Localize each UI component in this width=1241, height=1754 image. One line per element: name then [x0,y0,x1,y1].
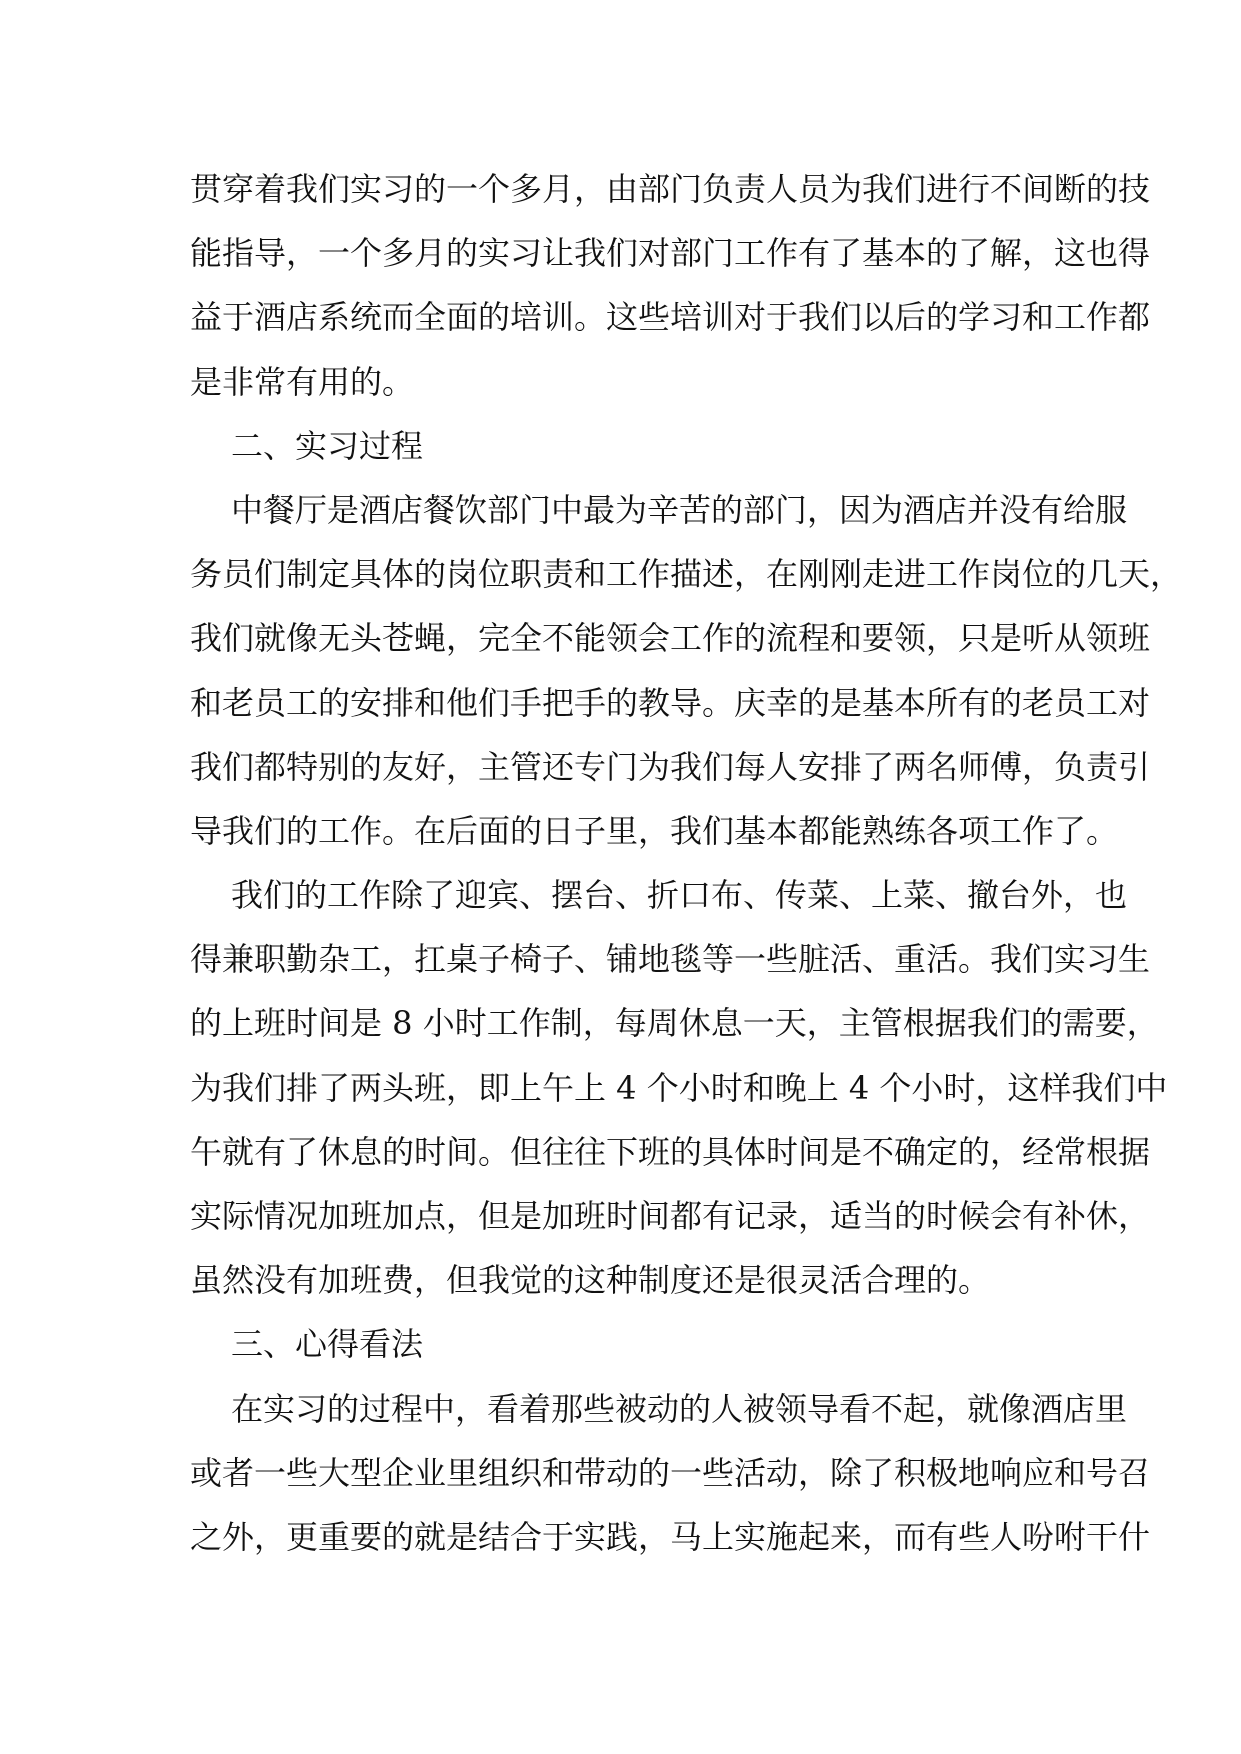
section-heading: 二、实习过程 [231,426,424,465]
text-line: 得兼职勤杂工，扛桌子椅子、铺地毯等一些脏活、重活。我们实习生 [190,940,1151,979]
text-line: 务员们制定具体的岗位职责和工作描述，在刚刚走进工作岗位的几天， [190,555,1183,594]
text-line: 贯穿着我们实习的一个多月，由部门负责人员为我们进行不间断的技 [190,170,1151,208]
text-line: 是非常有用的。 [190,362,415,401]
text-line: 或者一些大型企业里组织和带动的一些活动，除了积极地响应和号召 [190,1453,1151,1492]
text-line: 我们就像无头苍蝇，完全不能领会工作的流程和要领，只是听从领班 [190,619,1151,658]
section-heading: 三、心得看法 [231,1325,424,1364]
text-line: 我们的工作除了迎宾、摆台、折口布、传菜、上菜、撤台外，也 [231,876,1128,915]
text-line: 虽然没有加班费，但我觉的这种制度还是很灵活合理的。 [190,1261,991,1300]
text-line: 之外，更重要的就是结合于实践，马上实施起来，而有些人吩咐干什 [190,1517,1151,1556]
text-line: 和老员工的安排和他们手把手的教导。庆幸的是基本所有的老员工对 [190,683,1151,722]
text-line: 为我们排了两头班，即上午上 4 个小时和晚上 4 个小时，这样我们中 [190,1068,1168,1107]
text-line: 我们都特别的友好，主管还专门为我们每人安排了两名师傅，负责引 [190,747,1151,786]
text-line: 的上班时间是 8 小时工作制，每周休息一天，主管根据我们的需要， [190,1004,1159,1043]
text-line: 能指导，一个多月的实习让我们对部门工作有了基本的了解，这也得 [190,234,1151,273]
text-line: 益于酒店系统而全面的培训。这些培训对于我们以后的学习和工作都 [190,298,1151,337]
text-line: 中餐厅是酒店餐饮部门中最为辛苦的部门，因为酒店并没有给服 [231,490,1128,529]
text-line: 午就有了休息的时间。但往往下班的具体时间是不确定的，经常根据 [190,1132,1151,1171]
document-body [190,157,1183,1569]
text-line: 导我们的工作。在后面的日子里，我们基本都能熟练各项工作了。 [190,811,1119,850]
text-line: 在实习的过程中，看着那些被动的人被领导看不起，就像酒店里 [231,1389,1128,1428]
text-line: 实际情况加班加点，但是加班时间都有记录，适当的时候会有补休， [190,1197,1151,1235]
